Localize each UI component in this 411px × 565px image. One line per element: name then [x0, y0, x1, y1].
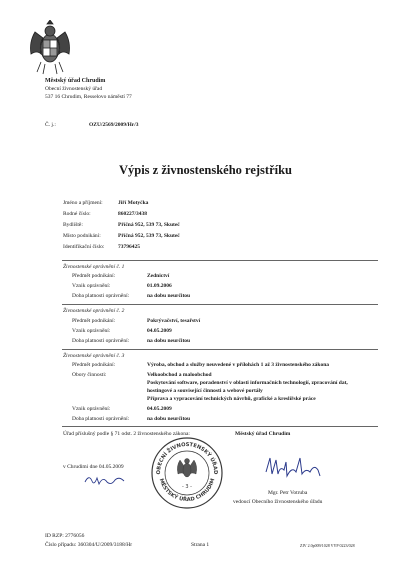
divider [62, 260, 378, 261]
person-birth-value: 860227/3438 [118, 211, 148, 217]
auth3-start-label: Vznik oprávnění: [72, 406, 111, 412]
competent-office-label: Úřad příslušný podle § 71 odst. 2 živnostenského zákona: [63, 431, 190, 437]
divider [62, 426, 378, 427]
auth3-heading: Živnostenské oprávnění č. 3 [63, 353, 125, 359]
person-name-value: Jiří Motyčka [118, 200, 149, 206]
person-id-value: 73796425 [118, 244, 140, 250]
person-residence-value: Příčná 952, 539 73, Skuteč [118, 222, 180, 228]
page-title: Výpis z živnostenského rejstříku [118, 163, 293, 177]
auth2-validity-value: na dobu neurčitou [147, 338, 191, 344]
auth3-start-value: 04.05.2009 [147, 406, 172, 412]
ref-label: Č. j.: [45, 122, 56, 128]
auth3-fields-label: Obory činnosti: [72, 372, 107, 378]
auth3-field-item: hostingové a související činnosti a webové portály [147, 388, 263, 394]
footer-code: ZIV 2.0p009/1028 VYP 0223/028 [300, 543, 355, 548]
issuer-address: 537 16 Chrudim, Resselovo náměstí 77 [45, 94, 132, 100]
auth1-start-label: Vznik oprávnění: [72, 283, 111, 289]
auth2-start-label: Vznik oprávnění: [72, 328, 111, 334]
place-date: v Chrudimi dne 04.05.2009 [63, 464, 124, 470]
person-business-place-label: Místo podnikání: [63, 233, 101, 239]
stamp-top-text: OBECNÍ ŽIVNOSTENSKÝ ÚŘAD [155, 441, 219, 475]
ref-value: OZU/2569/2009/Hr/3 [89, 122, 139, 128]
auth2-heading: Živnostenské oprávnění č. 2 [63, 308, 125, 314]
auth3-field-item: Poskytování software, poradenství v oblasti informačních technologií, zpracování dat, [147, 380, 348, 386]
signatory-role: vedoucí Obecního živnostenského úřadu [233, 499, 323, 505]
auth1-subject-value: Zednictví [147, 273, 170, 279]
person-business-place-value: Příčná 952, 539 73, Skuteč [118, 233, 180, 239]
auth1-validity-value: na dobu neurčitou [147, 293, 191, 299]
person-name-label: Jméno a příjmení: [63, 200, 103, 206]
official-stamp [150, 436, 224, 510]
signature [262, 452, 326, 487]
auth3-validity-value: na dobu neurčitou [147, 416, 191, 422]
person-birth-label: Rodné číslo: [63, 211, 91, 217]
stamp-bottom-text: MĚSTSKÝ ÚŘAD CHRUDIM [157, 477, 217, 504]
auth1-start-value: 01.09.2006 [147, 283, 172, 289]
auth3-subject-value: Výroba, obchod a služby neuvedené v přílohách 1 až 3 živnostenského zákona [147, 362, 330, 368]
person-id-label: Identifikační číslo: [63, 244, 105, 250]
auth3-field-item: Příprava a vypracování technických návrhů, grafické a kreslířské práce [147, 396, 316, 402]
auth1-subject-label: Předmět podnikání: [72, 273, 116, 279]
stamp-number: - 3 - [182, 484, 192, 490]
divider [62, 349, 378, 350]
auth2-subject-label: Předmět podnikání: [72, 318, 116, 324]
issuer-dept: Obecní živnostenský úřad [45, 86, 103, 92]
auth2-validity-label: Doba platnosti oprávnění: [72, 338, 130, 344]
footer-case-number: Číslo případu: 360304/U/2009/3188/Hr [45, 542, 133, 548]
initials-signature [83, 472, 127, 493]
auth1-heading: Živnostenské oprávnění č. 1 [63, 264, 125, 270]
person-residence-label: Bydliště: [63, 222, 83, 228]
auth3-subject-label: Předmět podnikání: [72, 362, 116, 368]
auth1-validity-label: Doba platnosti oprávnění: [72, 293, 130, 299]
auth3-validity-label: Doba platnosti oprávnění: [72, 416, 130, 422]
auth2-start-value: 04.05.2009 [147, 328, 172, 334]
signatory-name: Mgr. Petr Votruba [268, 490, 308, 496]
competent-office-value: Městský úřad Chrudim [235, 431, 291, 437]
coat-of-arms [27, 20, 73, 76]
auth3-field-item: Velkoobchod a maloobchod [147, 372, 212, 378]
footer-page: Strana 1 [191, 542, 210, 548]
auth2-subject-value: Pokrývačství, tesařství [147, 318, 201, 324]
footer-rzp: ID RZP: 2776056 [45, 533, 85, 539]
issuer-name: Městský úřad Chrudim [45, 78, 106, 84]
divider [62, 304, 378, 305]
